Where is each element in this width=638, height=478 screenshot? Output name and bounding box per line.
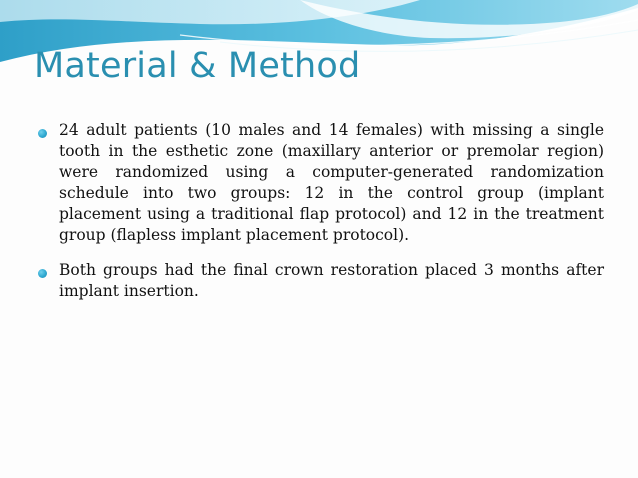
bullet-text: Both groups had the final crown restoration placed 3 months after implant insertion.: [59, 261, 604, 300]
bullet-list: [38, 120, 604, 316]
bullet-dot-icon: [38, 129, 47, 138]
slide-title: Material & Method: [34, 46, 361, 86]
bullet-dot-icon: [38, 269, 47, 278]
list-item: [38, 120, 604, 246]
bullet-text: 24 adult patients (10 males and 14 females) with missing a single tooth in the esthetic zone (maxillary anterior or premolar region) were randomized using a computer-generated randomization schedule into two groups: 12 in the control group (implant placement using a traditional flap protocol) and 12 in the treatment group (flapless implant placement protocol).: [59, 121, 604, 244]
list-item: [38, 260, 604, 302]
